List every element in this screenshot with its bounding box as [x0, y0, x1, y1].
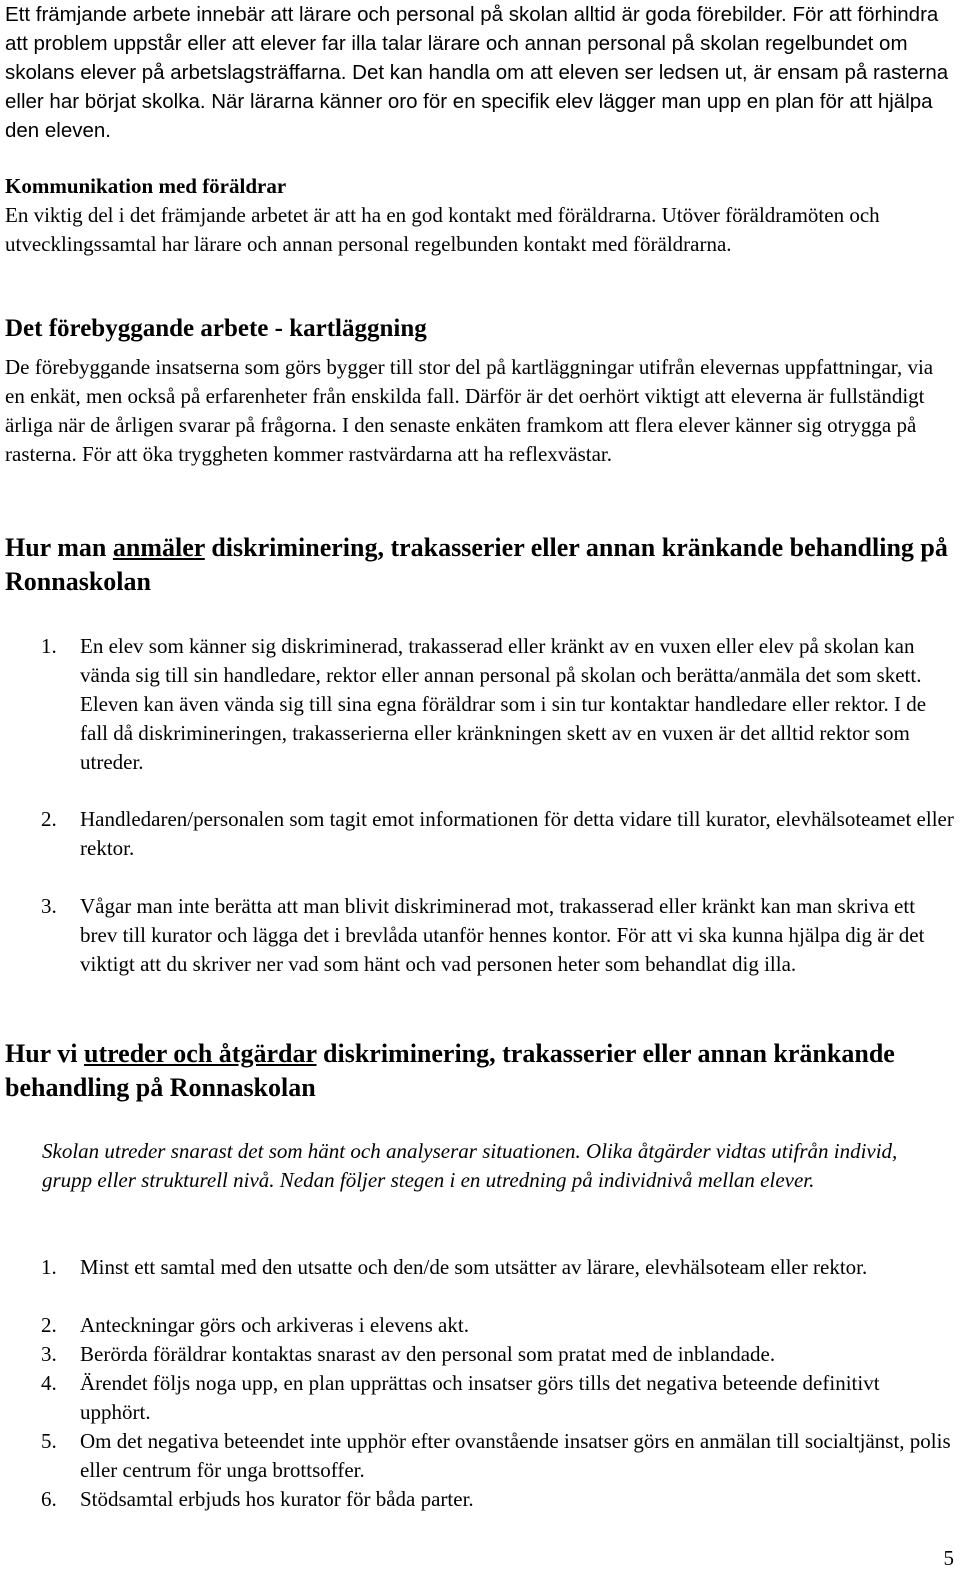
investigate-heading-post: diskriminering, trakasserier eller annan kränkande behandling på Ronnaskolan [5, 1039, 895, 1102]
intro-sentence-1: Ett främjande arbete innebär att lärare och personal på skolan alltid är goda förebilder. [5, 3, 787, 26]
report-heading-pre: Hur man [5, 533, 113, 562]
list-item-text: Handledaren/personalen som tagit emot informationen för detta vidare till kurator, elevhälsoteamet eller rektor. [80, 807, 954, 860]
list-item-text: Berörda föräldrar kontaktas snarast av den personal som pratat med de inblandade. [80, 1342, 776, 1366]
report-heading-post: diskriminering, trakasserier eller annan kränkande behandling på Ronnaskolan [5, 533, 948, 596]
list-item-number: 1. [41, 634, 57, 658]
list-item-number: 3. [41, 894, 57, 918]
investigate-list-item [41, 1311, 955, 1340]
list-item-text: Om det negativa beteendet inte upphör efter ovanstående insatser görs en anmälan till socialtjänst, polis eller centrum för unga brottsoffer. [80, 1429, 951, 1482]
list-item-number: 1. [41, 1255, 57, 1279]
prevention-heading: Det förebyggande arbete - kartläggning [5, 315, 427, 342]
investigate-list-item [41, 1340, 955, 1369]
investigate-list-item [41, 1485, 955, 1514]
list-item-text: En elev som känner sig diskriminerad, trakasserad eller kränkt av en vuxen eller elev på skolan kan vända sig till sin handledare, rektor eller annan personal på skolan och berätta/anmäla det som skett. Eleven kan även vända sig till sina egna föräldrar som i sin tur kontaktar handledare eller rektor. I de fall då diskrimineringen, trakasserierna eller kränkningen skett av en vuxen är det alltid rektor som utreder. [80, 634, 927, 774]
report-heading-underlined: anmäler [112, 533, 205, 562]
communication-heading: Kommunikation med föräldrar [5, 174, 287, 198]
list-item-number: 3. [41, 1342, 57, 1366]
page-number: 5 [943, 1546, 954, 1570]
report-list-item [41, 805, 955, 863]
list-item-text: Anteckningar görs och arkiveras i elevens akt. [80, 1313, 469, 1337]
intro-paragraph [5, 0, 955, 145]
intro-sentence-2: För att förhindra att problem uppstår eller att elever far illa talar lärare och annan personal på skolan regelbundet om skolans elever på arbetslagsträffarna. Det kan handla om att eleven ser ledsen ut, är ensam på rasterna eller har börjat skolka. När lärarna känner oro för en specifik elev lägger man upp en plan för att hjälpa den eleven. [5, 3, 949, 142]
investigate-list-item [41, 1369, 955, 1427]
investigate-list-item [41, 1427, 955, 1485]
investigate-list-item [41, 1253, 955, 1282]
prevention-paragraph: De förebyggande insatserna som görs bygger till stor del på kartläggningar utifrån elevernas uppfattningar, via en enkät, men också på erfarenheter från enskilda fall. Därför är det oerhört viktigt att eleverna är fullständigt ärliga när de årligen svarar på frågorna. I den senaste enkäten framkom att flera elever känner sig otrygga på rasterna. För att öka tryggheten kommer rastvärdarna att ha reflexvästar. [5, 355, 934, 466]
list-item-number: 2. [41, 807, 57, 831]
report-list-item [41, 892, 955, 979]
list-item-number: 5. [41, 1429, 57, 1453]
list-item-text: Minst ett samtal med den utsatte och den/de som utsätter av lärare, elevhälsoteam eller rektor. [80, 1255, 868, 1279]
investigate-heading-underlined: utreder och åtgärdar [83, 1039, 317, 1068]
investigate-heading [5, 1037, 955, 1105]
investigate-intro: Skolan utreder snarast det som hänt och analyserar situationen. Olika åtgärder vidtas utifrån individ, grupp eller strukturell nivå. Nedan följer stegen i en utredning på individnivå mellan elever. [42, 1139, 898, 1192]
list-item-text: Stödsamtal erbjuds hos kurator för båda parter. [80, 1487, 474, 1511]
investigate-heading-pre: Hur vi [5, 1039, 84, 1068]
report-list-item [41, 632, 955, 777]
communication-paragraph: En viktig del i det främjande arbetet är att ha en god kontakt med föräldrarna. Utöver föräldramöten och utvecklingssamtal har lärare och annan personal regelbunden kontakt med föräldrarna. [5, 203, 880, 256]
report-heading [5, 531, 955, 599]
list-item-text: Ärendet följs noga upp, en plan upprättas och insatser görs tills det negativa beteende definitivt upphört. [80, 1371, 880, 1424]
list-item-text: Vågar man inte berätta att man blivit diskriminerad mot, trakasserad eller kränkt kan man skriva ett brev till kurator och lägga det i brevlåda utanför hennes kontor. För att vi ska kunna hjälpa dig är det viktigt att du skriver ner vad som hänt och vad personen heter som behandlat dig illa. [80, 894, 925, 976]
list-item-number: 2. [41, 1313, 57, 1337]
list-item-number: 4. [41, 1371, 57, 1395]
list-item-number: 6. [41, 1487, 57, 1511]
